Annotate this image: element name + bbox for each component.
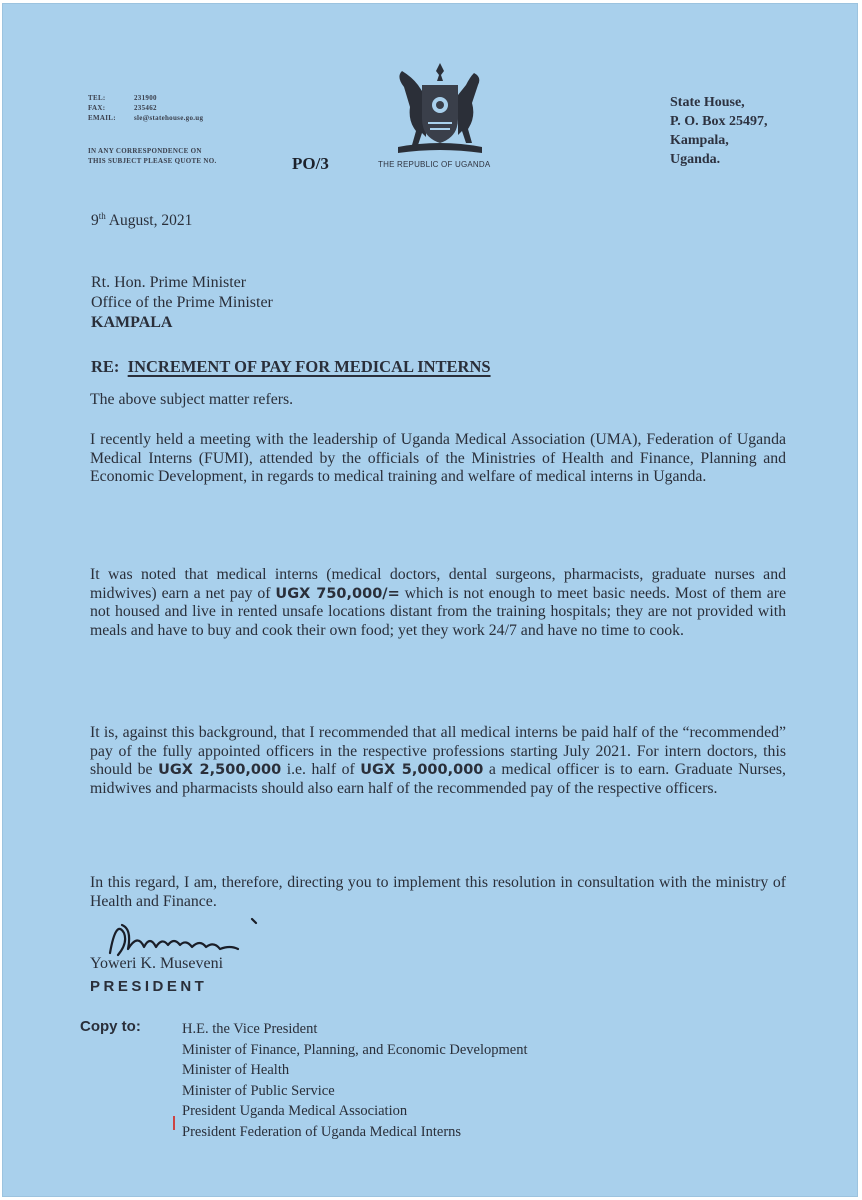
contact-tel: TEL: 231900 xyxy=(88,94,157,102)
paragraph-recommendation: It is, against this background, that I recommended that all medical interns be paid half of the “recommended” pay of the fully appointed officers in the respective professions starting July 2021. For intern doctors, this should be UGX 2,500,000 i.e. half of UGX 5,000,000 a medical officer is to earn. Graduate Nurses, midwives and pharmacists should also earn half of the recommended pay of the respective officers. xyxy=(90,724,786,797)
pen-mark xyxy=(173,1116,175,1130)
paragraph-directive: In this regard, I am, therefore, directing you to implement this resolution in consultation with the ministry of Health and Finance. xyxy=(90,874,786,910)
paragraph-meeting: I recently held a meeting with the leadership of Uganda Medical Association (UMA), Federation of Uganda Medical Interns (FUMI), attended by the officials of the Ministries of Health and Finance, Planning and Economic Development, in regards to medical training and welfare of medical interns in Uganda. xyxy=(90,431,786,486)
list-item: President Uganda Medical Association xyxy=(182,1103,408,1119)
list-item: President Federation of Uganda Medical Interns xyxy=(182,1123,462,1140)
crest-caption: THE REPUBLIC OF UGANDA xyxy=(378,160,491,169)
copy-to-list xyxy=(182,1019,528,1142)
list-item: Minister of Health xyxy=(182,1062,290,1078)
signatory-title: PRESIDENT xyxy=(90,978,208,995)
contact-email: EMAIL: sle@statehouse.go.ug xyxy=(88,114,204,122)
letter-page xyxy=(2,3,858,1197)
correspondence-note: IN ANY CORRESPONDENCE ON THIS SUBJECT PLEASE QUOTE NO. xyxy=(88,147,217,165)
sender-address: State House, P. O. Box 25497, Kampala, Uganda. xyxy=(670,95,768,167)
list-item: Minister of Finance, Planning, and Economic Development xyxy=(182,1041,528,1058)
coat-of-arms-icon xyxy=(388,61,492,161)
list-item: H.E. the Vice President xyxy=(182,1021,318,1037)
paragraph-reference: The above subject matter refers. xyxy=(90,391,294,408)
contact-block xyxy=(88,93,203,123)
copy-to-label: Copy to: xyxy=(80,1018,141,1035)
list-item: Minister of Public Service xyxy=(182,1082,335,1099)
reference-number: PO/3 xyxy=(292,154,329,173)
paragraph-current-pay: It was noted that medical interns (medical doctors, dental surgeons, pharmacists, graduate nurses and midwives) earn a net pay of UGX 750,000/= which is not enough to meet basic needs. Most of them are not housed and live in rented unsafe locations distant from the training hospitals; they are not provided with meals and have to buy and cook their own food; yet they work 24/7 and have no time to cook. xyxy=(90,566,786,639)
subject-line: RE: INCREMENT OF PAY FOR MEDICAL INTERNS xyxy=(91,357,491,376)
signatory-name: Yoweri K. Museveni xyxy=(90,955,224,972)
letter-date: 9th August, 2021 xyxy=(91,211,193,230)
recipient-block: Rt. Hon. Prime Minister Office of the Prime Minister KAMPALA xyxy=(91,274,273,331)
contact-fax: FAX: 235462 xyxy=(88,104,157,112)
